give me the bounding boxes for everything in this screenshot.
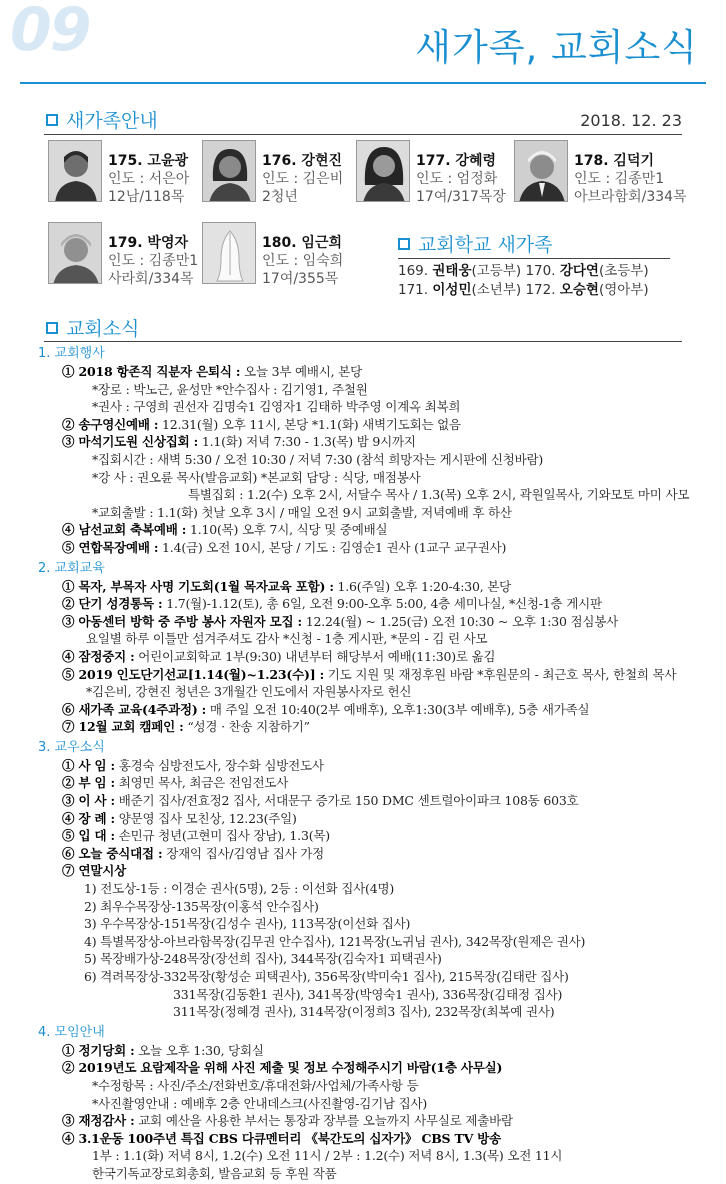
news-item-text: 오늘 오후 1:30, 당회실 — [134, 1042, 264, 1058]
news-item-label: ③ 마석기도원 신상집회 : — [62, 434, 199, 450]
news-line — [38, 950, 718, 968]
news-line — [38, 810, 718, 828]
person-info: 175. 고윤광 인도 : 서은아 12남/118목 — [108, 153, 190, 205]
news-item-label: ③ 아동센터 방학 중 주방 봉사 자원자 모집 : — [62, 613, 302, 629]
news-line — [38, 381, 718, 399]
news-line — [38, 1147, 718, 1165]
news-line — [38, 701, 718, 719]
person-info: 177. 강혜령 인도 : 엄정화 17여/317목장 — [416, 153, 506, 205]
news-line — [38, 968, 718, 986]
news-line — [38, 469, 718, 487]
news-line — [38, 539, 718, 557]
news-line — [38, 1059, 718, 1077]
news-item-label: ② 2019년도 요람제작을 위해 사진 제출 및 정보 수정해주시기 바람(1층 사무실) — [62, 1060, 503, 1076]
news-item-label: ③ 재정감사 : — [62, 1113, 135, 1129]
square-bullet-icon — [398, 238, 410, 250]
news-item-text: 최영민 목사, 최금은 전임전도사 — [114, 775, 289, 791]
news-line — [38, 827, 718, 845]
news-item-text: 12.31(월) 오후 11시, 본당 *1.1(화) 새벽기도회는 없음 — [158, 416, 461, 432]
school-new-row: 169. 권태웅(고등부) 170. 강다연(초등부) — [398, 263, 649, 279]
news-line — [38, 416, 718, 434]
news-category-title: 3. 교우소식 — [38, 739, 105, 755]
news-item-text: 311목장(정혜경 권사), 314목장(이정희3 집사), 232목장(최복예 권사) — [173, 1004, 555, 1020]
news-item-label: ④ 남선교회 축복예배 : — [62, 522, 187, 538]
news-item-text: 1.10(목) 오후 7시, 식당 및 중예배실 — [186, 522, 388, 538]
news-item-label: ① 목자, 부목자 사명 기도회(1월 목자교육 포함) : — [62, 578, 334, 594]
news-line — [38, 630, 718, 648]
news-item-label: ② 송구영신예배 : — [62, 416, 159, 432]
news-line — [38, 451, 718, 469]
news-item-text: 1.7(월)-1.12(토), 총 6일, 오전 9:00-오후 5:00, 4층 세미나실, *신청-1층 게시판 — [162, 596, 602, 612]
news-line — [38, 1042, 718, 1060]
school-new-rule — [398, 258, 670, 259]
news-category-title: 4. 모임안내 — [38, 1024, 105, 1040]
news-item-text: 5) 목장배가상-248목장(장선희 집사), 344목장(김숙자1 피택권사) — [84, 951, 442, 967]
news-line — [38, 845, 718, 863]
news-line — [38, 613, 718, 631]
school-new-heading: 교회학교 새가족 — [398, 230, 553, 257]
news-item-text: 1.6(주일) 오후 1:20-4:30, 본당 — [333, 578, 512, 594]
news-line — [38, 521, 718, 539]
title-rule — [20, 82, 706, 84]
news-line — [38, 986, 718, 1004]
news-item-text: 한국기독교장로회총회, 발음교회 등 후원 작품 — [92, 1165, 337, 1181]
new-family-rule — [44, 134, 682, 135]
news-heading: 교회소식 — [46, 314, 139, 341]
news-item-text: 4) 특별목장상-아브라함목장(김무권 안수집사), 121목장(노귀님 권사), 342목장(원제은 권사) — [84, 933, 586, 949]
news-line — [38, 683, 718, 701]
news-item-text: 특별집회 : 1.2(수) 오후 2시, 서달수 목사 / 1.3(목) 오후 2시, 곽원일목사, 기와모토 마미 사모 — [188, 487, 690, 503]
news-item-text: “성경 · 찬송 지참하기” — [183, 719, 310, 735]
person-info: 180. 임근희 인도 : 임숙희 17여/355목 — [262, 235, 344, 287]
news-item-label: ⑥ 새가족 교육(4주과정) : — [62, 701, 207, 717]
news-item-label: ⑤ 2019 인도단기선교[1.14(월)~1.23(수)] : — [62, 666, 325, 682]
page-title: 새가족, 교회소식 — [415, 26, 698, 69]
news-item-text: 교회 예산을 사용한 부서는 통장과 장부를 오늘까지 사무실로 제출바람 — [134, 1113, 513, 1129]
news-line — [38, 666, 718, 684]
news-line — [38, 898, 718, 916]
news-item-text: 양문영 집사 모친상, 12.23(주일) — [114, 810, 297, 826]
person-info: 176. 강현진 인도 : 김은비 2청년 — [262, 153, 344, 205]
person-photo — [48, 140, 102, 202]
news-item-text: *권사 : 구영희 권선자 김명숙1 김영자1 김태하 박주영 이계옥 최복희 — [92, 399, 461, 415]
news-category-title: 2. 교회교육 — [38, 560, 105, 576]
news-line — [38, 398, 718, 416]
news-line — [38, 1130, 718, 1148]
news-line — [38, 718, 718, 736]
person-info: 179. 박영자 인도 : 김종만1 사라회/334목 — [108, 235, 199, 287]
news-line — [38, 1112, 718, 1130]
news-line — [38, 648, 718, 666]
square-bullet-icon — [46, 114, 58, 126]
news-item-text: 손민규 청년(고현미 집사 장남), 1.3(목) — [114, 828, 330, 844]
news-item-text: 1.4(금) 오전 10시, 본당 / 기도 : 김영순1 권사 (1교구 교구권사) — [158, 539, 507, 555]
news-item-label: ① 2018 항존직 직분자 은퇴식 : — [62, 364, 241, 379]
news-item-text: 요일별 하루 이틀만 섬겨주셔도 감사 *신청 - 1층 게시판, *문의 - 김 린 사모 — [86, 631, 488, 647]
news-line — [38, 1095, 718, 1113]
news-line — [38, 433, 718, 451]
news-category-title: 1. 교회행사 — [38, 346, 105, 361]
news-item-label: ③ 이 사 : — [62, 793, 115, 809]
news-line — [38, 774, 718, 792]
news-item-text: *장로 : 박노근, 윤성만 *안수집사 : 김기영1, 주철원 — [92, 381, 368, 397]
news-item-text: 1.1(화) 저녁 7:30 - 1.3(목) 밤 9시까지 — [198, 434, 416, 450]
news-item-text: 3) 우수목장상-151목장(김성수 권사), 113목장(이선화 집사) — [84, 916, 411, 932]
bulletin-date: 2018. 12. 23 — [580, 111, 682, 130]
news-item-label: ⑥ 오늘 중식대접 : — [62, 845, 163, 861]
page-number: 09 — [10, 0, 90, 65]
news-item-text: 1) 전도상-1등 : 이경순 권사(5명), 2등 : 이선화 집사(4명) — [84, 881, 395, 897]
news-item-label: ④ 3.1운동 100주년 특집 CBS 다큐멘터리 《북간도의 십자가》 CBS TV 방송 — [62, 1130, 502, 1146]
news-item-text: *집회시간 : 새벽 5:30 / 오전 10:30 / 저녁 7:30 (참석 희망자는 게시판에 신청바람) — [92, 451, 544, 467]
person-photo — [202, 140, 256, 202]
news-item-text: *강 사 : 권오륜 목사(발음교회) *본교회 담당 : 식당, 매점봉사 — [92, 469, 421, 485]
news-item-label: ⑤ 입 대 : — [62, 828, 115, 844]
news-item-text: 1부 : 1.1(화) 저녁 8시, 1.2(수) 오전 11시 / 2부 : 1.2(수) 저녁 8시, 1.3(목) 오전 11시 — [92, 1148, 563, 1164]
news-line — [38, 933, 718, 951]
news-item-label: ④ 장 례 : — [62, 810, 115, 826]
news-item-text: 6) 격려목장상-332목장(황성순 피택권사), 356목장(박미숙1 집사), 215목장(김태란 집사) — [84, 969, 569, 984]
news-item-label: ② 부 임 : — [62, 775, 115, 791]
news-item-label: ② 단기 성경통독 : — [62, 596, 163, 612]
news-item-label: ⑦ 연말시상 — [62, 863, 126, 879]
news-line — [38, 363, 718, 381]
news-item-text: 12.24(월) ~ 1.25(금) 오전 10:30 ~ 오후 1:30 점심봉사 — [301, 613, 619, 629]
news-item-text: 2) 최우수목장상-135목장(이홍석 안수집사) — [84, 898, 319, 914]
news-item-text: 배준기 집사/전효정2 집사, 서대문구 증가로 150 DMC 센트럴아이파크 108동 603호 — [114, 793, 579, 809]
school-new-row: 171. 이성민(소년부) 172. 오승현(영아부) — [398, 282, 649, 298]
news-item-text: 장재익 집사/김영남 집사 가정 — [162, 845, 325, 861]
praying-hands-placeholder — [202, 222, 256, 284]
news-item-text: *교회출발 : 1.1(화) 첫날 오후 3시 / 매일 오전 9시 교회출발, 저녁예배 후 하산 — [92, 504, 512, 520]
person-photo — [48, 222, 102, 284]
news-line — [38, 578, 718, 596]
new-family-heading: 새가족안내 — [46, 106, 158, 133]
person-photo — [514, 140, 568, 202]
news-line — [38, 880, 718, 898]
news-body — [38, 342, 718, 1183]
square-bullet-icon — [46, 322, 58, 334]
news-item-label: ① 사 임 : — [62, 757, 115, 773]
news-item-text: 331목장(김동환1 권사), 341목장(박영숙1 권사), 336목장(김태정 집사) — [173, 986, 563, 1002]
news-item-label: ① 정기당회 : — [62, 1042, 135, 1058]
news-line — [38, 1003, 718, 1021]
news-item-text: 홍경숙 심방전도사, 장수화 심방전도사 — [114, 757, 324, 773]
news-item-label: ④ 잠정중지 : — [62, 648, 135, 664]
news-line — [38, 1077, 718, 1095]
news-line — [38, 595, 718, 613]
news-item-text: *김은비, 강현진 청년은 3개월간 인도에서 자원봉사자로 헌신 — [86, 684, 412, 700]
news-item-label: ⑦ 12월 교회 캠페인 : — [62, 719, 184, 735]
news-line — [38, 486, 718, 504]
news-line — [38, 915, 718, 933]
news-item-text: 매 주일 오전 10:40(2부 예배후), 오후1:30(3부 예배후), 5층 새가족실 — [206, 701, 590, 717]
news-line — [38, 1165, 718, 1183]
news-line — [38, 792, 718, 810]
person-info: 178. 김덕기 인도 : 김종만1 아브라함회/334목 — [574, 153, 687, 205]
news-item-text: 기도 지원 및 재정후원 바람 *후원문의 - 최근호 목사, 한철희 목사 — [324, 666, 677, 682]
news-item-label: ⑤ 연합목장예배 : — [62, 539, 159, 555]
news-item-text: 어린이교회학교 1부(9:30) 내년부터 해당부서 예배(11:30)로 옮김 — [134, 648, 496, 664]
news-line — [38, 862, 718, 880]
news-item-text: 오늘 3부 예배시, 본당 — [240, 364, 362, 379]
news-item-text: *수정항목 : 사진/주소/전화번호/휴대전화/사업체/가족사항 등 — [92, 1077, 419, 1093]
person-photo — [356, 140, 410, 202]
news-line — [38, 757, 718, 775]
news-item-text: *사진촬영안내 : 예배후 2층 안내데스크(사진촬영-김기남 집사) — [92, 1095, 428, 1111]
news-line — [38, 504, 718, 522]
